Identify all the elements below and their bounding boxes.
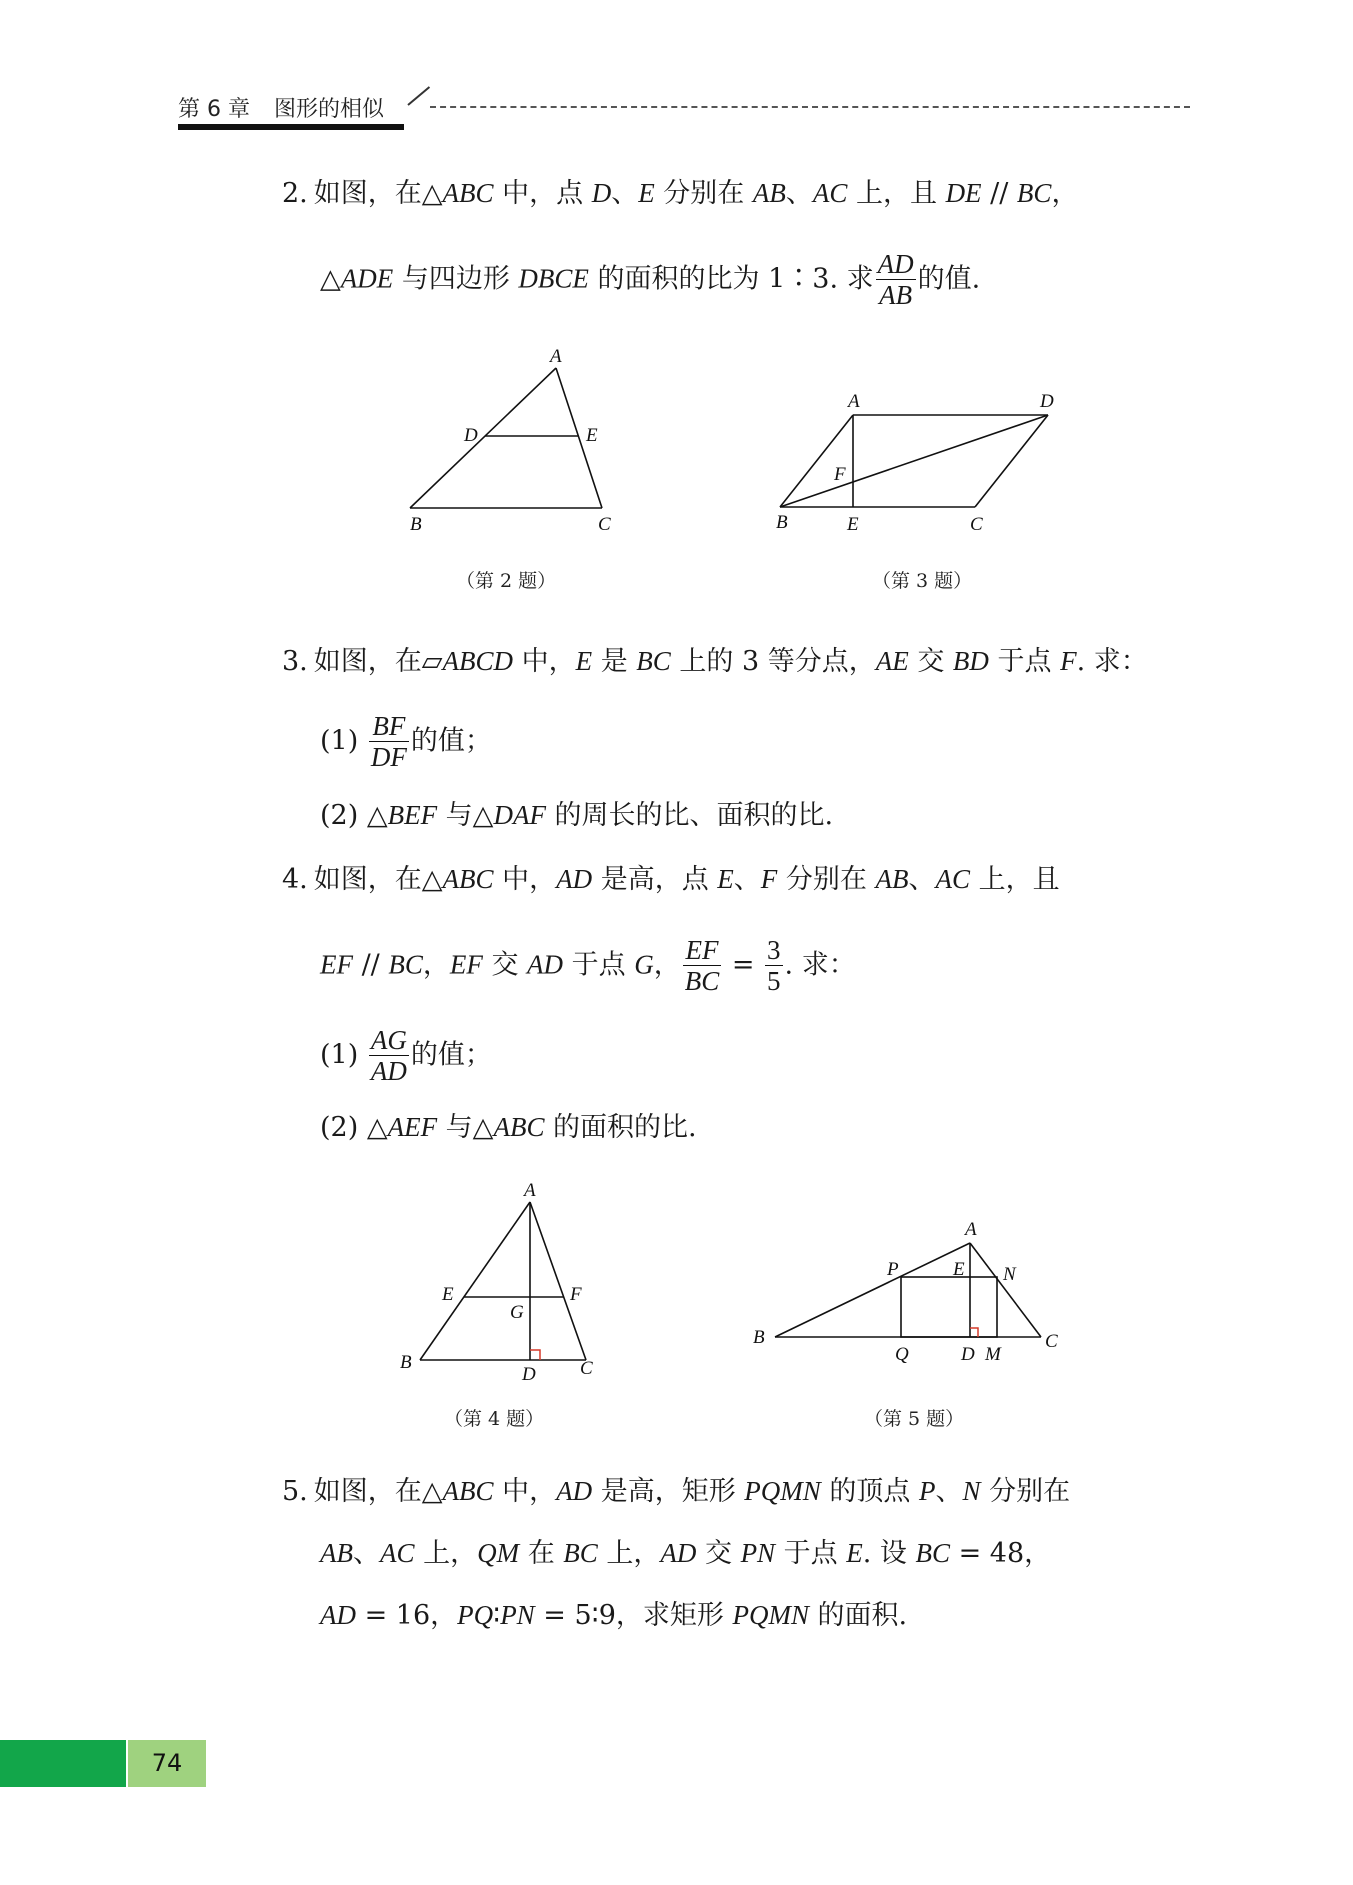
fraction-3-5 [765, 936, 783, 996]
text: . 设 [862, 1538, 916, 1569]
fig3-label-d: D [1040, 391, 1054, 412]
var: D [591, 178, 612, 208]
header-divider-slash [407, 86, 430, 106]
text: = 16， [356, 1600, 458, 1631]
var: E [638, 178, 655, 208]
fraction-ad-ab [876, 250, 916, 310]
text: = 5∶9，求矩形 [534, 1600, 733, 1631]
var: AD [660, 1538, 697, 1568]
fig3-label-e: E [847, 514, 859, 535]
var: BC [915, 1538, 951, 1568]
var: EF [320, 949, 353, 980]
right-angle-mark [530, 1350, 540, 1360]
var: BEF [387, 800, 438, 830]
var: AC [380, 1538, 415, 1568]
problem-5-line-1 [282, 1478, 1070, 1505]
text: 交 [482, 949, 528, 981]
text: △ [366, 1112, 388, 1143]
fig4-label-c: C [580, 1358, 593, 1379]
sub-label: (1) [320, 1039, 359, 1071]
var: ABC [493, 1112, 545, 1142]
text: 中， [493, 1476, 557, 1507]
var: BC [388, 949, 423, 980]
denominator: AD [370, 1056, 407, 1087]
var: ADE [340, 263, 394, 294]
text: 交 [908, 646, 953, 677]
chapter-header [178, 92, 384, 123]
figure-5-caption: （第 5 题） [864, 1408, 965, 1430]
var: F [760, 864, 778, 894]
var: N [962, 1476, 981, 1506]
text: ∶ [493, 1600, 501, 1631]
problem-3-sub-2 [320, 802, 833, 829]
var: AD [556, 864, 593, 894]
var: PN [740, 1538, 776, 1568]
fraction-ag-ad [369, 1026, 409, 1086]
var: AE [875, 646, 909, 676]
fraction-ef-bc [683, 936, 722, 996]
text: 如图，在△ [313, 864, 443, 895]
chapter-title: 图形的相似 [273, 97, 384, 122]
text: . 求： [784, 949, 856, 981]
problem-2-line-2 [320, 250, 980, 310]
var: AC [935, 864, 970, 894]
text: 上，且 [969, 864, 1060, 895]
numerator: EF [683, 936, 722, 966]
figure-4-triangle [390, 1180, 620, 1390]
text: 、 [733, 864, 761, 895]
sub-label: (2) [320, 1112, 359, 1143]
var: AC [812, 178, 848, 208]
text: 于点 [988, 646, 1061, 677]
var: P [918, 1476, 936, 1506]
fig5-label-c: C [1045, 1331, 1058, 1352]
var: AB [875, 864, 909, 894]
var: AB [752, 178, 786, 208]
problem-4-line-2 [320, 936, 856, 996]
problem-4-line-1 [282, 866, 1060, 893]
var: E [846, 1538, 863, 1568]
figure-4-caption: （第 4 题） [444, 1408, 545, 1430]
var: BC [1016, 178, 1052, 208]
fig2-label-d: D [464, 425, 478, 446]
fig3-label-c: C [970, 514, 983, 535]
fig2-label-e: E [586, 425, 598, 446]
text: 的值. [917, 263, 981, 295]
problem-2-line-1 [282, 180, 1078, 207]
fraction-bf-df [369, 712, 409, 772]
var: DBCE [518, 263, 589, 294]
text: // [981, 178, 1017, 209]
fig5-label-m: M [985, 1344, 1001, 1365]
text: 、 [935, 1476, 963, 1507]
text: // [353, 949, 389, 981]
problem-3-sub-1 [320, 712, 492, 772]
text: 、 [353, 1538, 380, 1569]
fig5-label-b: B [753, 1327, 765, 1348]
fig2-label-a: A [550, 346, 562, 367]
text: 、 [908, 864, 936, 895]
var: PN [500, 1600, 535, 1630]
text: . 求： [1076, 646, 1148, 677]
sub-label: (1) [320, 725, 359, 757]
var: AEF [387, 1112, 438, 1142]
var: QM [477, 1538, 520, 1568]
var: AB [320, 1538, 353, 1568]
var: PQ [457, 1600, 494, 1630]
text: 的值； [410, 1039, 492, 1071]
figure-2-caption: （第 2 题） [456, 570, 557, 592]
var: E [575, 646, 593, 676]
text: ， [422, 949, 450, 981]
text: 于点 [775, 1538, 847, 1569]
text: 的周长的比、面积的比. [545, 800, 834, 831]
text: 的面积. [808, 1600, 908, 1631]
text: △ [320, 263, 341, 295]
problem-4-number: 4. [282, 864, 308, 895]
fig5-label-p: P [887, 1259, 899, 1280]
text: 上， [597, 1538, 661, 1569]
var: ABCD [442, 646, 514, 676]
problem-2-number: 2. [282, 178, 308, 209]
var: ABC [442, 864, 494, 894]
numerator: BF [369, 712, 409, 742]
problem-5-line-3 [320, 1602, 907, 1629]
fig3-label-f: F [834, 464, 846, 485]
fig4-label-f: F [570, 1284, 582, 1305]
text: △ [366, 800, 388, 831]
page-number: 74 [128, 1740, 206, 1787]
problem-5-number: 5. [282, 1476, 308, 1507]
fig4-label-d: D [522, 1364, 536, 1385]
text: 于点 [563, 949, 635, 981]
text: 上的 3 等分点， [670, 646, 876, 677]
text: 中， [513, 646, 576, 677]
var: PQMN [732, 1600, 809, 1630]
var: AD [320, 1600, 356, 1630]
numerator: AD [877, 249, 914, 279]
chapter-number: 第 6 章 [178, 97, 250, 122]
fig4-label-b: B [400, 1352, 412, 1373]
problem-3-line-1 [282, 648, 1148, 675]
text: ， [653, 949, 681, 981]
problem-4-sub-1 [320, 1026, 492, 1086]
denominator: DF [370, 742, 407, 773]
problem-5-line-2 [320, 1540, 1051, 1567]
var: ABC [442, 1476, 494, 1506]
text: = 48， [950, 1538, 1052, 1569]
fig5-label-e: E [953, 1259, 965, 1280]
equals: = [723, 949, 764, 981]
text: 的面积的比. [544, 1112, 697, 1143]
problem-4-sub-2 [320, 1114, 697, 1141]
var: BC [636, 646, 671, 676]
text: 与△ [437, 1112, 494, 1143]
text: 分别在 [980, 1476, 1071, 1507]
text: 分别在 [654, 178, 753, 209]
text: 、 [611, 178, 639, 209]
text: 交 [696, 1538, 741, 1569]
figure-3-caption: （第 3 题） [872, 570, 973, 592]
text: 中， [493, 864, 557, 895]
var: AD [556, 1476, 593, 1506]
var: DE [945, 178, 982, 208]
fig5-label-q: Q [895, 1344, 909, 1365]
var: G [634, 949, 654, 980]
var: AD [527, 949, 564, 980]
denominator: AB [879, 280, 913, 311]
fig5-label-d: D [961, 1344, 975, 1365]
var: BD [952, 646, 989, 676]
text: 的顶点 [820, 1476, 919, 1507]
text: 与△ [437, 800, 494, 831]
sub-label: (2) [320, 800, 359, 831]
problem-3-number: 3. [282, 646, 308, 677]
numerator: 3 [767, 935, 781, 965]
text: 的面积的比为 1∶3. 求 [588, 263, 874, 295]
page-number-green-band [0, 1740, 126, 1787]
fig4-label-g: G [510, 1302, 524, 1323]
text: 如图，在△ [313, 1476, 443, 1507]
text: 上， [414, 1538, 478, 1569]
header-underline [178, 124, 404, 130]
text: 是高，矩形 [592, 1476, 745, 1507]
text: 是 [592, 646, 637, 677]
var: BC [563, 1538, 598, 1568]
fig4-label-a: A [524, 1180, 536, 1201]
denominator: 5 [767, 966, 781, 997]
text: 如图，在△ [313, 178, 443, 209]
figure-2-triangle [380, 340, 680, 540]
text: 分别在 [777, 864, 876, 895]
text: 中，点 [493, 178, 592, 209]
right-angle-mark [970, 1328, 978, 1337]
figure-3-parallelogram [770, 385, 1080, 545]
figure-5-triangle-rectangle [745, 1215, 1075, 1375]
var: E [717, 864, 734, 894]
var: DAF [493, 800, 546, 830]
fig5-label-n: N [1003, 1264, 1016, 1285]
fig2-label-c: C [598, 514, 611, 535]
fig3-label-b: B [776, 512, 788, 533]
var: EF [449, 949, 483, 980]
numerator: AG [370, 1025, 407, 1055]
fig2-label-b: B [410, 514, 422, 535]
text: 在 [519, 1538, 564, 1569]
header-dashed-rule [430, 106, 1190, 108]
var: F [1060, 646, 1077, 676]
fig4-label-e: E [442, 1284, 454, 1305]
text: 上，且 [847, 178, 946, 209]
fig5-label-a: A [965, 1219, 977, 1240]
text: 如图，在▱ [313, 646, 443, 677]
text: 与四边形 [393, 263, 519, 295]
denominator: BC [684, 966, 720, 997]
text: 、 [785, 178, 813, 209]
fig3-label-a: A [848, 391, 860, 412]
var: PQMN [744, 1476, 821, 1506]
text: 的值； [410, 725, 492, 757]
text: ， [1051, 178, 1079, 209]
text: 是高，点 [592, 864, 718, 895]
var: ABC [442, 178, 494, 208]
